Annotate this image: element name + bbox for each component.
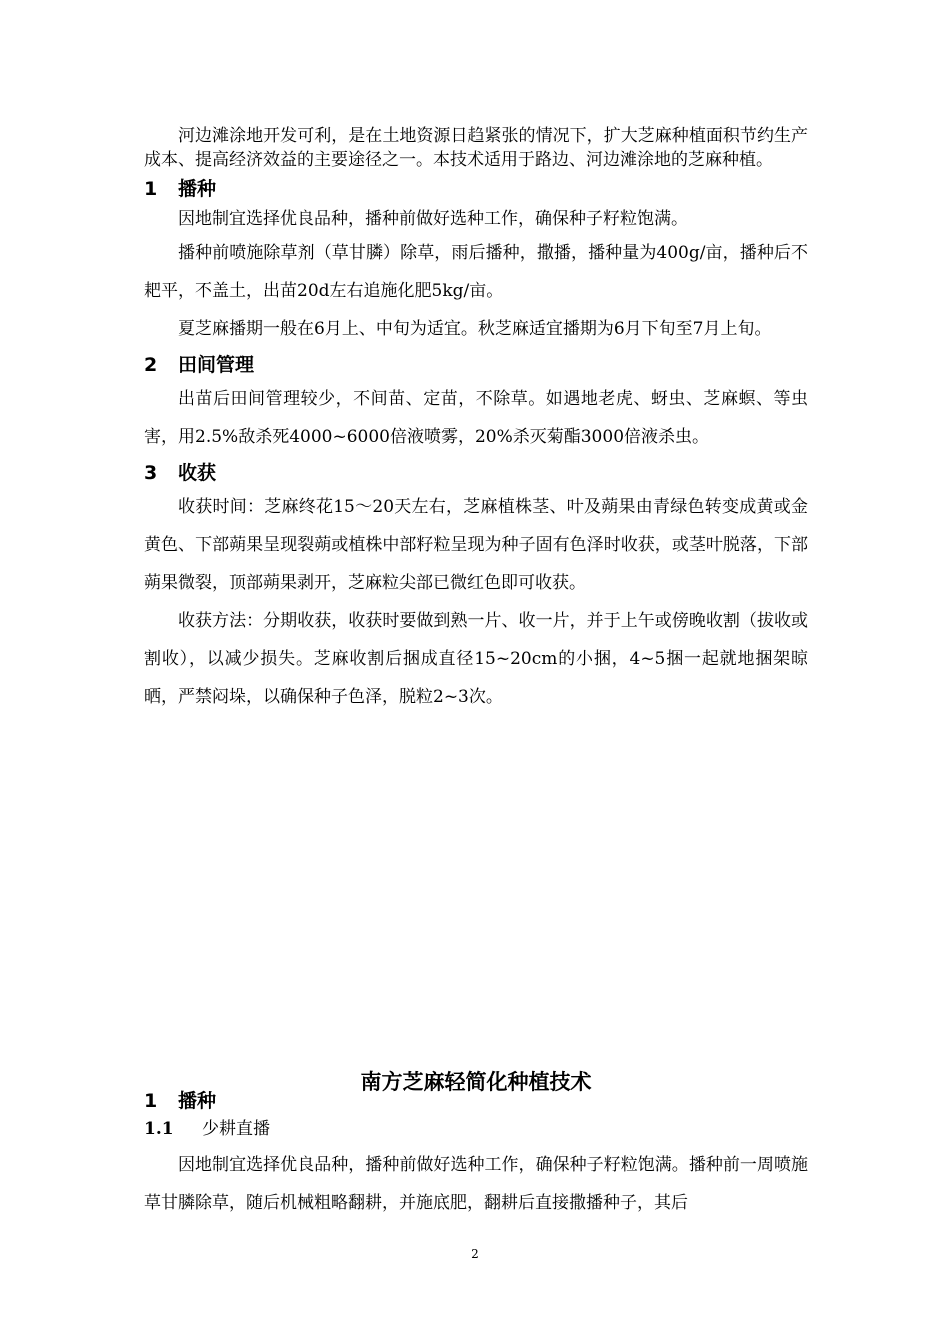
paragraph: 出苗后田间管理较少，不间苗、定苗，不除草。如遇地老虎、蚜虫、芝麻螟、等虫害，用2.5%敌杀死4000~6000倍液喷雾，20%杀灭菊酯3000倍液杀虫。 bbox=[144, 389, 808, 447]
paragraph: 因地制宜选择优良品种，播种前做好选种工作，确保种子籽粒饱满。播种前一周喷施草甘膦除草，随后机械粗略翻耕，并施底肥，翻耕后直接撒播种子，其后 bbox=[144, 1155, 808, 1213]
page-number: 2 bbox=[471, 1247, 479, 1261]
section-heading-sowing bbox=[144, 174, 808, 204]
paragraph: 夏芝麻播期一般在6月上、中旬为适宜。秋芝麻适宜播期为6月下旬至7月上旬。 bbox=[178, 319, 772, 339]
subsection-heading bbox=[144, 1116, 808, 1142]
subsection-title: 少耕直播 bbox=[202, 1119, 270, 1139]
second-article-body bbox=[144, 1086, 808, 1222]
article-body bbox=[144, 124, 808, 716]
section-title: 播种 bbox=[178, 178, 217, 200]
paragraph: 收获方法：分期收获，收获时要做到熟一片、收一片，并于上午或傍晚收割（拔收或割收），以减少损失。芝麻收割后捆成直径15~20cm的小捆，4~5捆一起就地捆架晾晒，严禁闷垛，以确保种子色泽，脱粒2~3次。 bbox=[144, 611, 808, 707]
section-heading-sowing bbox=[144, 1086, 808, 1116]
section-heading-harvest bbox=[144, 458, 808, 488]
section-number: 2 bbox=[144, 354, 158, 376]
section-title: 收获 bbox=[178, 462, 217, 484]
section-title: 田间管理 bbox=[178, 354, 255, 376]
article-title: 南方芝麻轻简化种植技术 bbox=[360, 1070, 592, 1094]
subsection-number: 1.1 bbox=[144, 1119, 174, 1139]
section-number: 1 bbox=[144, 1090, 158, 1112]
paragraph: 收获时间：芝麻终花15～20天左右，芝麻植株茎、叶及蒴果由青绿色转变成黄或金黄色、下部蒴果呈现裂蒴或植株中部籽粒呈现为种子固有色泽时收获，或茎叶脱落，下部蒴果微裂，顶部蒴果剥开，芝麻粒尖部已微红色即可收获。 bbox=[144, 497, 808, 593]
intro-paragraph: 河边滩涂地开发可利，是在土地资源日趋紧张的情况下，扩大芝麻种植面积节约生产成本、提高经济效益的主要途径之一。本技术适用于路边、河边滩涂地的芝麻种植。 bbox=[144, 126, 808, 170]
paragraph: 因地制宜选择优良品种，播种前做好选种工作，确保种子籽粒饱满。 bbox=[178, 209, 688, 229]
section-heading-field-management bbox=[144, 350, 808, 380]
section-title: 播种 bbox=[178, 1090, 217, 1112]
section-number: 3 bbox=[144, 462, 158, 484]
paragraph: 播种前喷施除草剂（草甘膦）除草，雨后播种，撒播，播种量为400g/亩，播种后不耙平，不盖土，出苗20d左右追施化肥5kg/亩。 bbox=[144, 243, 808, 301]
section-number: 1 bbox=[144, 178, 158, 200]
